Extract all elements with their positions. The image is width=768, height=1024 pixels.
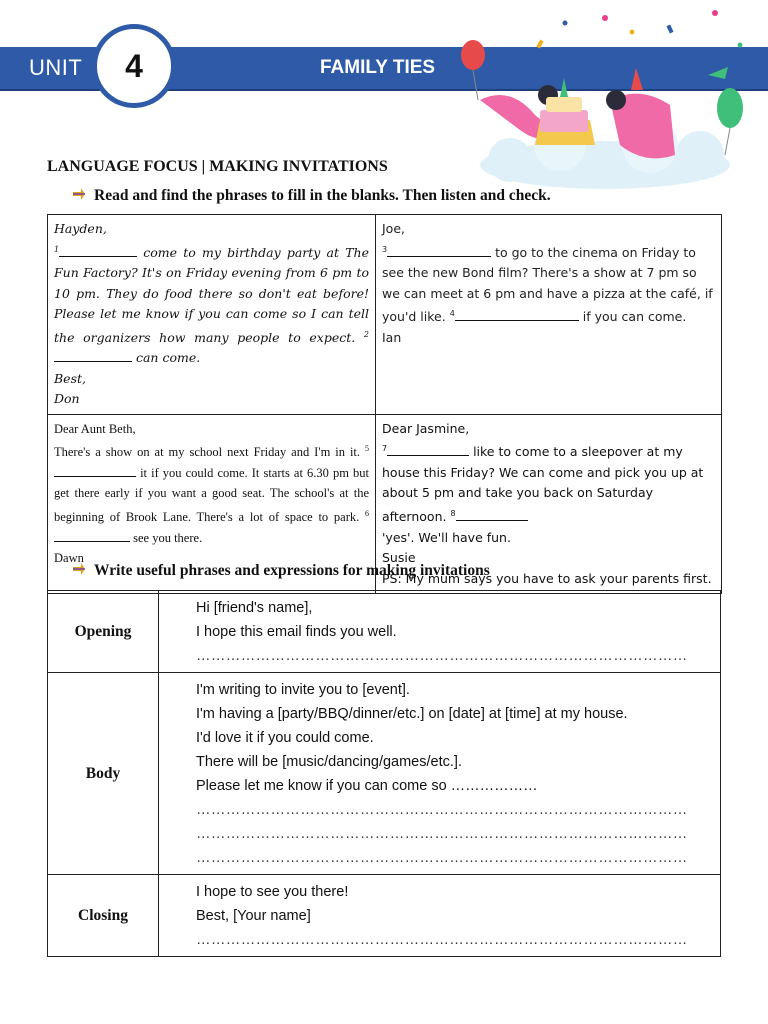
list-item: • Best, [Your name] [196, 904, 719, 928]
letter-greeting: Dear Aunt Beth, [54, 421, 136, 436]
letter-text: There's a show on at my school next Friday and I'm in it. [54, 445, 365, 460]
letter-joe [376, 215, 722, 415]
list-item: • Hi [friend's name], [196, 596, 719, 620]
blank-2[interactable] [54, 349, 132, 362]
exercise1-instruction: Read and find the phrases to fill in the blanks. Then listen and check. [94, 187, 551, 204]
list-item: • I'm writing to invite you to [event]. [196, 678, 719, 702]
list-item: • I'd love it if you could come. [196, 726, 719, 750]
letter-body [382, 240, 715, 328]
blank-number: 4 [449, 309, 455, 319]
list-item: • I'm having a [party/BBQ/dinner/etc.] on [date] at [time] at my house. [196, 702, 719, 726]
pointer-icon [72, 562, 86, 576]
phrase-list-cell [159, 875, 721, 957]
letter-text: come to my birthday party at The Fun Factory? It's on Friday evening from 6 pm to 10 pm. They do food there so don't eat before! Please let me know if you can come so I can tell the organizers how many people to expect. [54, 244, 369, 345]
letter-body [54, 240, 369, 369]
answer-line[interactable]: • ……………………………………………………………………………………… [196, 644, 719, 668]
blank-8[interactable] [456, 508, 528, 521]
letter-text: can come. [132, 350, 201, 366]
answer-line[interactable]: • ……………………………………………………………………………………… [196, 822, 719, 846]
blank-4[interactable] [455, 308, 579, 321]
pointer-icon [72, 187, 86, 201]
exercise2-instruction: Write useful phrases and expressions for making invitations [94, 562, 490, 579]
blank-number: 7 [382, 444, 388, 454]
letter-ps: PS: My mum says you have to ask your parents first. [382, 570, 712, 586]
phrases-table [47, 590, 721, 957]
letter-greeting: Hayden, [54, 221, 107, 236]
letter-text: if you can come. [578, 309, 687, 325]
phrases-row-opening [48, 591, 721, 673]
category-label: Body [48, 673, 159, 875]
blank-6[interactable] [54, 529, 130, 542]
letter-hayden [48, 215, 376, 415]
section-title: LANGUAGE FOCUS | MAKING INVITATIONS [47, 158, 388, 175]
exercise1-instruction-row [72, 187, 551, 205]
blank-number: 6 [365, 508, 369, 518]
letter-signature: Don [54, 391, 80, 407]
blank-number: 1 [54, 244, 60, 254]
letter-greeting: Dear Jasmine, [382, 420, 470, 436]
unit-title: FAMILY TIES [320, 57, 436, 78]
answer-line[interactable]: • ……………………………………………………………………………………… [196, 846, 719, 870]
unit-number-badge [92, 24, 176, 108]
phrases-row-closing [48, 875, 721, 957]
letter-signature: Ian [382, 329, 402, 345]
blank-7[interactable] [387, 443, 469, 456]
blank-number: 8 [450, 508, 456, 518]
letter-signature: Dawn [54, 551, 84, 566]
list-item: • I hope to see you there! [196, 880, 719, 904]
letters-table [47, 214, 722, 594]
blank-number: 5 [365, 444, 369, 454]
phrase-list-cell [159, 591, 721, 673]
blank-number: 3 [382, 244, 388, 254]
answer-line[interactable]: • ……………………………………………………………………………………… [196, 798, 719, 822]
list-item: • I hope this email finds you well. [196, 620, 719, 644]
phrase-list [160, 876, 719, 955]
answer-line[interactable]: • ……………………………………………………………………………………… [196, 928, 719, 952]
category-label: Closing [48, 875, 159, 957]
letter-body [382, 439, 715, 548]
phrase-list [160, 674, 719, 873]
unit-label: UNIT [29, 55, 83, 80]
letter-text: like to come to a sleepover at my house this Friday? We can come and pick you up at about 5 pm and take you back on Saturday afternoon. [382, 444, 704, 525]
blank-1[interactable] [59, 244, 137, 257]
letter-body [54, 439, 369, 548]
blank-number: 2 [363, 329, 369, 339]
letter-text: see you there. [130, 530, 203, 545]
category-label: Opening [48, 591, 159, 673]
blank-3[interactable] [387, 244, 491, 257]
letter-text: 'yes'. We'll have fun. [382, 529, 511, 545]
letter-greeting: Joe, [382, 221, 405, 236]
letter-text: it if you could come. It starts at 6.30 pm but get there early if you want a good seat. The school's at the beginning of Brook Lane. There's a lot of space to park. [54, 465, 369, 525]
list-item: • Please let me know if you can come so ……………… [196, 774, 719, 798]
party-illustration [440, 5, 765, 190]
letter-closing: Best, [54, 370, 86, 386]
phrase-list [160, 592, 719, 671]
phrases-row-body [48, 673, 721, 875]
phrase-list-cell [159, 673, 721, 875]
letter-text: to go to the cinema on Friday to see the new Bond film? There's a show at 7 pm so we can meet at 6 pm and have a pizza at the café, if you'd like. [382, 244, 713, 325]
list-item: • There will be [music/dancing/games/etc.]. [196, 750, 719, 774]
unit-number: 4 [125, 48, 143, 84]
blank-5[interactable] [54, 464, 136, 477]
letter-signature: Susie [382, 550, 416, 566]
exercise2-instruction-row [72, 562, 490, 580]
